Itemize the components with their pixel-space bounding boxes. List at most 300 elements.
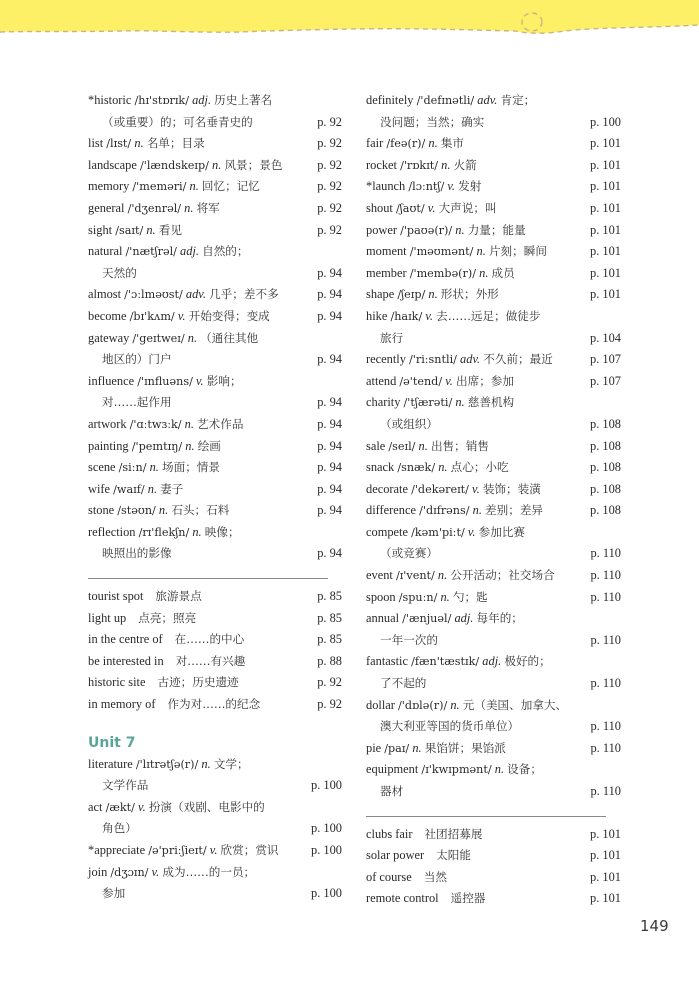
glossary-entry [366,392,621,414]
entry-text [366,133,464,155]
headword: fantastic [366,654,408,669]
part-of-speech: n. [418,438,428,453]
page-ref: p. 85 [317,632,342,647]
definition-continued: （或组织） [380,416,438,431]
glossary-entry [366,176,621,198]
entry-text [366,241,547,263]
glossary-entry-continuation [88,392,342,414]
page-ref: p. 94 [317,481,342,496]
entry-text [366,90,535,112]
phonetic: /paɪ/ [384,741,410,755]
headword: almost [88,287,122,302]
decorative-header-band [0,0,699,36]
glossary-entry [366,587,621,609]
glossary-entry [88,797,342,819]
phrase-chinese: 在……的中心 [174,632,245,647]
phonetic: /ɪ'kwɪpmənt/ [421,763,492,777]
phonetic: /'tʃærəti/ [403,396,453,410]
glossary-entry [366,284,621,306]
entry-text [366,479,541,501]
glossary-entry [88,840,342,862]
page-ref: p. 101 [590,200,621,215]
phrase-chinese: 点亮；照亮 [138,610,197,625]
phonetic: /'ɑːtwɜːk/ [129,417,182,431]
definition: 差别；差异 [485,503,544,518]
phrase-text [88,651,245,673]
phrase-chinese: 社团招募展 [424,826,483,841]
headword: *launch [366,179,406,194]
phonetic: /'riːsntli/ [409,353,457,367]
part-of-speech: n. [476,244,486,259]
glossary-entry-continuation [366,414,621,436]
phonetic: /'defɪnətli/ [416,94,475,107]
glossary-entry-continuation [88,263,342,285]
phrase-english: historic site [88,675,146,690]
part-of-speech: n. [450,697,460,712]
part-of-speech: v. [427,200,436,215]
glossary-entry [88,414,342,436]
page-ref: p. 92 [317,157,342,172]
headword: landscape [88,157,137,172]
definition: 几乎；差不多 [209,287,279,302]
definition-continued: 地区的）门户 [102,352,172,367]
definition: 力量；能量 [467,222,526,237]
entry-text [366,500,543,522]
definition: 扮演（戏剧、电影中的 [148,799,265,814]
page-ref: p. 101 [590,826,621,841]
part-of-speech: v. [138,799,146,814]
definition: 片刻；瞬间 [488,244,547,259]
page-ref: p. 101 [590,869,621,884]
phrase-text [88,629,244,651]
glossary-entry-continuation [88,818,342,840]
definition-continued: 旅行 [380,330,404,345]
phonetic: /spuːn/ [398,590,438,604]
definition-continued: 一年一次的 [380,632,438,647]
definition: 欣赏；赏识 [220,843,279,857]
entry-text [88,754,249,776]
definition: 慈善机构 [467,395,515,410]
phonetic: /'nætʃrəl/ [125,245,177,259]
phrase-english: remote control [366,891,439,906]
part-of-speech: n. [149,460,159,475]
unit-heading: Unit 7 [88,734,136,751]
page-ref: p. 101 [590,179,621,194]
phonetic: /hɪ'stɒrɪk/ [134,94,189,107]
phonetic: /ʃaʊt/ [395,201,425,215]
glossary-entry [366,155,621,177]
definition-continued: 映照出的影像 [102,546,172,561]
headword: influence [88,373,135,388]
page-ref: p. 108 [590,481,621,496]
headword: memory [88,179,130,194]
glossary-entry [88,436,342,458]
headword: member [366,265,407,280]
glossary-entry [366,651,621,673]
headword: definitely [366,93,414,107]
entry-text [88,176,260,198]
glossary-entry-continuation [88,775,342,797]
phonetic: /fæn'tæstɪk/ [411,655,480,669]
definition: 自然的； [202,244,249,259]
definition: 大声说；叫 [438,200,497,215]
entry-text [366,695,567,717]
page-ref: p. 92 [317,136,342,151]
glossary-entry [88,241,342,263]
phonetic: /bɪ'kʌm/ [129,309,175,323]
glossary-entry [366,371,621,393]
phonetic: /'ɪnfluəns/ [137,374,193,388]
glossary-entry [366,565,621,587]
definition-continued: 器材 [380,784,404,798]
glossary-entry [366,738,621,760]
page-ref: p. 100 [311,778,342,793]
entry-text [88,862,255,884]
phonetic: /lɪst/ [106,137,132,151]
definition: 妻子 [160,481,184,496]
definition: 发射 [458,179,482,194]
glossary-entry-continuation [366,673,621,695]
entry-text [88,414,243,436]
page-ref: p. 92 [317,697,342,712]
entry-text [88,797,265,819]
phonetic: /seɪl/ [388,439,416,453]
glossary-entry-continuation [366,781,621,803]
part-of-speech: v. [472,481,480,496]
page-ref: p. 94 [317,416,342,431]
part-of-speech: v. [177,308,186,323]
definition-continued: 文学作品 [102,778,149,793]
headword: pie [366,740,382,755]
definition: 出席；参加 [456,373,514,388]
phrase-entry [88,651,342,673]
definition: 集市 [440,136,465,151]
phonetic: /'lɪtrətʃə(r)/ [135,757,199,771]
part-of-speech: n. [428,287,438,302]
entry-text [366,565,555,587]
phrase-text [366,888,485,910]
phonetic: /stəʊn/ [117,504,156,518]
definition-continued: 天然的 [102,265,137,280]
phrase-chinese: 太阳能 [436,848,471,863]
glossary-entry-continuation [366,328,621,350]
definition: 风景；景色 [224,157,283,172]
entry-text [88,436,221,458]
headword: equipment [366,762,419,777]
phonetic: /'rɒkɪt/ [400,158,439,172]
entry-text [88,284,279,306]
page-ref: p. 94 [317,438,342,453]
phonetic: /'dʒenrəl/ [127,201,182,215]
page-ref: p. 110 [590,568,621,583]
glossary-entry [366,198,621,220]
phrase-english: clubs fair [366,826,413,841]
glossary-entry [88,176,342,198]
phonetic: /'dekəreɪt/ [411,482,469,496]
headword: fair [366,136,384,151]
headword: shape [366,287,395,302]
definition: 名单；目录 [146,136,205,151]
entry-text [88,479,183,501]
definition-continued: 对……起作用 [102,395,172,410]
headword: event [366,568,393,583]
glossary-entry [88,306,342,328]
headword: sight [88,222,113,237]
definition: 元（美国、加拿大、 [462,697,568,712]
phrase-text [88,608,196,630]
entry-text [366,155,477,177]
phrase-entry [366,824,621,846]
headword: natural [88,244,123,259]
definition: 去……远足；做徒步 [436,308,541,323]
definition: 成为……的一员； [162,864,256,879]
page-ref: p. 94 [317,352,342,367]
part-of-speech: n. [472,503,482,518]
phrase-entry [88,672,342,694]
entry-text [88,522,240,544]
part-of-speech: n. [455,395,465,410]
part-of-speech: n. [494,762,505,777]
part-of-speech: v. [151,864,160,879]
headword: stone [88,503,115,518]
entry-text [366,759,542,781]
glossary-left-column [88,90,342,905]
part-of-speech: n. [437,568,448,583]
glossary-entry [366,349,621,371]
headword: snack [366,460,395,475]
part-of-speech: n. [441,157,451,172]
part-of-speech: n. [455,222,465,237]
definition: 文学； [213,756,249,771]
part-of-speech: v. [209,843,218,857]
part-of-speech: adj. [180,244,199,259]
entry-text [88,133,205,155]
definition: 历史上著名 [214,93,273,107]
part-of-speech: v. [445,373,453,388]
entry-text [366,371,514,393]
entry-text [366,738,506,760]
glossary-entry [88,500,342,522]
phonetic: /'ɔːlməʊst/ [124,288,183,302]
headword: literature [88,756,133,771]
page-ref: p. 104 [590,330,621,345]
headword: act [88,799,103,814]
page-ref: p. 92 [317,200,342,215]
headword: sale [366,438,386,453]
phonetic: /'paʊə(r)/ [400,223,453,237]
part-of-speech: n. [187,330,198,345]
glossary-entry-continuation [366,543,621,565]
phonetic: /ɪ'vent/ [395,569,435,583]
entry-text [88,328,258,350]
headword: list [88,136,104,151]
definition: 石头；石料 [171,503,230,518]
part-of-speech: adj. [482,654,502,669]
definition-continued: 没问题；当然；确实 [380,114,485,129]
glossary-entry [88,371,342,393]
page-ref: p. 101 [590,848,621,863]
headword: annual [366,611,400,626]
page-ref: p. 92 [317,179,342,194]
headword: join [88,864,108,879]
definition: 影响； [206,373,242,388]
headword: moment [366,244,407,259]
part-of-speech: n. [192,524,202,539]
page-ref: p. 100 [590,114,621,129]
glossary-entry [366,90,621,112]
headword: recently [366,352,406,367]
page-ref: p. 110 [590,546,621,561]
page-ref: p. 110 [590,589,621,604]
glossary-entry [366,306,621,328]
entry-text [366,176,481,198]
part-of-speech: adv. [460,352,481,367]
phonetic: /'peɪntɪŋ/ [131,439,183,453]
definition: 映像； [204,524,240,539]
definition: 场面；情景 [162,460,220,475]
page-ref: p. 108 [590,416,621,431]
phrase-text [88,672,239,694]
phonetic: /rɪ'flekʃn/ [138,525,190,539]
definition-continued: 角色） [102,821,137,836]
glossary-right-column [366,90,621,910]
headword: general [88,200,125,215]
part-of-speech: n. [146,222,156,237]
glossary-entry [88,754,342,776]
definition: 看见 [158,222,182,237]
definition: 不久前；最近 [483,352,553,367]
part-of-speech: n. [428,136,438,151]
part-of-speech: n. [479,265,489,280]
headword: decorate [366,481,408,496]
page-ref: p. 110 [590,632,621,647]
page-ref: p. 110 [590,740,621,755]
part-of-speech: adj. [454,611,474,626]
part-of-speech: adj. [192,93,212,107]
page-ref: p. 100 [311,886,342,901]
phonetic: /ə'tend/ [399,374,443,388]
phonetic: /saɪt/ [115,223,144,237]
headword: *appreciate [88,843,146,857]
phonetic: /'dɒlə(r)/ [398,698,448,712]
page-ref: p. 92 [317,114,342,129]
glossary-entry [366,220,621,242]
section-divider [88,578,328,579]
page-ref: p. 100 [311,821,342,836]
part-of-speech: v. [425,308,434,323]
phrase-entry [88,694,342,716]
part-of-speech: v. [447,179,456,194]
phonetic: /'məʊmənt/ [409,245,474,259]
headword: hike [366,308,388,323]
part-of-speech: n. [184,200,194,215]
page-ref: p. 110 [590,784,621,798]
definition: 火箭 [453,157,477,172]
entry-text [88,241,248,263]
phrase-chinese: 对……有兴趣 [175,653,246,668]
phonetic: /feə(r)/ [386,137,426,151]
page-ref: p. 94 [317,308,342,323]
phrase-chinese: 当然 [423,869,447,884]
definition: 极好的； [504,654,551,669]
definition: 开始变得；变成 [188,308,270,323]
headword: attend [366,373,397,388]
definition: 每年的； [476,611,523,626]
entry-text [88,220,182,242]
glossary-entry [366,263,621,285]
headword: rocket [366,157,397,172]
definition: 参加比赛 [478,524,526,539]
headword: spoon [366,589,396,604]
headword: artwork [88,416,127,431]
definition: 出售；销售 [430,438,489,453]
phrase-entry [366,845,621,867]
phrase-entry [88,629,342,651]
phonetic: /ʃeɪp/ [397,288,426,302]
part-of-speech: n. [147,481,158,496]
glossary-entry [88,198,342,220]
phrase-english: tourist spot [88,589,144,604]
phrase-text [88,694,260,716]
page-ref: p. 92 [317,222,342,237]
part-of-speech: n. [201,756,211,771]
part-of-speech: n. [184,416,194,431]
glossary-entry-continuation [88,883,342,905]
glossary-entry [366,522,621,544]
page-ref: p. 101 [590,157,621,172]
definition: 绘画 [197,438,221,453]
phonetic: /waɪf/ [113,482,145,496]
part-of-speech: n. [134,136,144,151]
headword: shout [366,200,393,215]
page-ref: p. 94 [317,395,342,410]
glossary-entry [88,479,342,501]
glossary-entry [88,457,342,479]
glossary-entry [88,90,342,112]
part-of-speech: v. [195,373,204,388]
page-ref: p. 110 [590,719,621,734]
entry-text [366,392,514,414]
entry-text [366,436,489,458]
phonetic: /'lændskeɪp/ [139,158,209,172]
headword: reflection [88,524,136,539]
glossary-entry [88,328,342,350]
entry-text [366,349,553,371]
phonetic: /'dɪfrəns/ [419,504,470,518]
glossary-entry [366,457,621,479]
phrase-text [366,867,447,889]
page-ref: p. 94 [317,503,342,518]
entry-text [366,587,488,609]
entry-text [88,90,272,112]
definition: 装饰；装潢 [482,481,541,496]
entry-text [366,220,526,242]
page-ref: p. 92 [317,675,342,690]
page-ref: p. 94 [317,265,342,280]
headword: gateway [88,330,130,345]
definition-continued: （或竞赛） [380,546,438,561]
phrase-chinese: 古迹；历史遗迹 [157,675,239,690]
page-ref: p. 108 [590,503,621,518]
glossary-entry [88,522,342,544]
phrase-entry [366,888,621,910]
definition: 肯定； [500,93,536,107]
page-ref: p. 107 [590,352,621,367]
page-ref: p. 101 [590,287,621,302]
definition: （通往其他 [200,330,259,345]
definition-continued: （或重要）的；可名垂青史的 [102,114,253,129]
definition: 成员 [491,265,515,280]
